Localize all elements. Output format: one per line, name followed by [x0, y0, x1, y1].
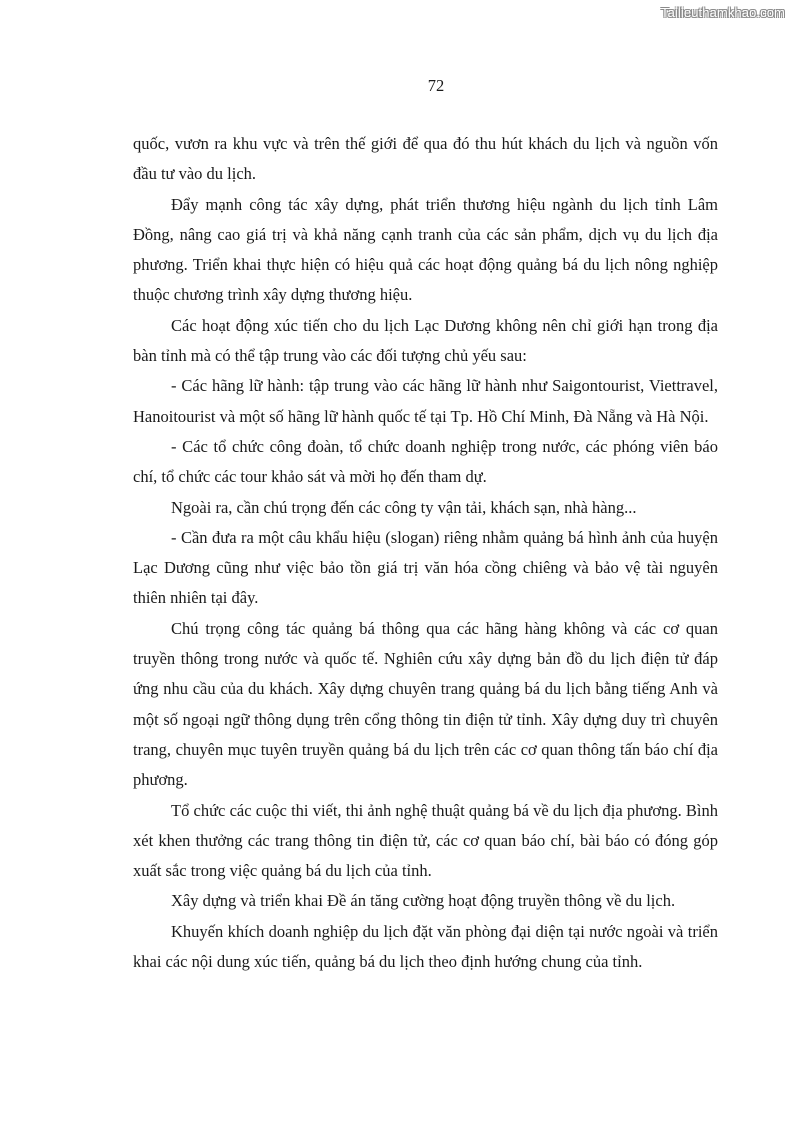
paragraph-promotion-targets: Các hoạt động xúc tiến cho du lịch Lạc Dương không nên chỉ giới hạn trong địa bàn tỉnh mà có thể tập trung vào các đối tượng chủ yếu sau:: [133, 315, 718, 366]
list-item-travel-agencies: - Các hãng lữ hành: tập trung vào các hãng lữ hành như Saigontourist, Viettravel, Hanoitourist và một số hãng lữ hành quốc tế tại Tp. Hồ Chí Minh, Đà Nẵng và Hà Nội.: [133, 376, 718, 426]
paragraph-contests: Tổ chức các cuộc thi viết, thi ảnh nghệ thuật quảng bá về du lịch địa phương. Bình xét khen thưởng các trang thông tin điện tử, các cơ quan báo chí, bài báo có đóng góp xuất sắc trong việc quảng bá du lịch của tỉnh.: [133, 800, 718, 881]
list-item-slogan: - Cần đưa ra một câu khẩu hiệu (slogan) riêng nhằm quảng bá hình ảnh của huyện Lạc Dương cũng như việc bảo tồn giá trị văn hóa cồng chiêng và bảo vệ tài nguyên thiên nhiên tại đây.: [133, 527, 718, 608]
document-body: [133, 129, 718, 977]
paragraph-continuation: quốc, vươn ra khu vực và trên thế giới để qua đó thu hút khách du lịch và nguồn vốn đầu tư vào du lịch.: [133, 134, 718, 184]
paragraph-media-project: Xây dựng và triển khai Đề án tăng cường hoạt động truyền thông về du lịch.: [171, 891, 676, 911]
list-item-organizations: - Các tổ chức công đoàn, tổ chức doanh nghiệp trong nước, các phóng viên báo chí, tổ chức các tour khảo sát và mời họ đến tham dự.: [133, 436, 718, 487]
paragraph-brand-development: Đẩy mạnh công tác xây dựng, phát triển thương hiệu ngành du lịch tỉnh Lâm Đồng, nâng cao giá trị và khả năng cạnh tranh của các sản phẩm, dịch vụ du lịch địa phương. Triển khai thực hiện có hiệu quả các hoạt động quảng bá du lịch nông nghiệp thuộc chương trình xây dựng thương hiệu.: [133, 194, 718, 305]
page-number: 72: [427, 76, 445, 95]
paragraph-representative-offices: Khuyến khích doanh nghiệp du lịch đặt văn phòng đại diện tại nước ngoài và triển khai các nội dung xúc tiến, quảng bá du lịch theo định hướng chung của tỉnh.: [133, 921, 718, 972]
paragraph-airlines-media: Chú trọng công tác quảng bá thông qua các hãng hàng không và các cơ quan truyền thông trong nước và quốc tế. Nghiên cứu xây dựng bản đồ du lịch điện tử đáp ứng nhu cầu của du khách. Xây dựng chuyên trang quảng bá du lịch bằng tiếng Anh và một số ngoại ngữ thông dụng trên cổng thông tin điện tử tỉnh. Xây dựng duy trì chuyên trang, chuyên mục tuyên truyền quảng bá du lịch trên các cơ quan thông tấn báo chí địa phương.: [133, 618, 718, 790]
paragraph-transport-hotels: Ngoài ra, cần chú trọng đến các công ty vận tải, khách sạn, nhà hàng...: [171, 497, 637, 517]
site-watermark: Tailieuthamkhao.com: [660, 5, 785, 20]
